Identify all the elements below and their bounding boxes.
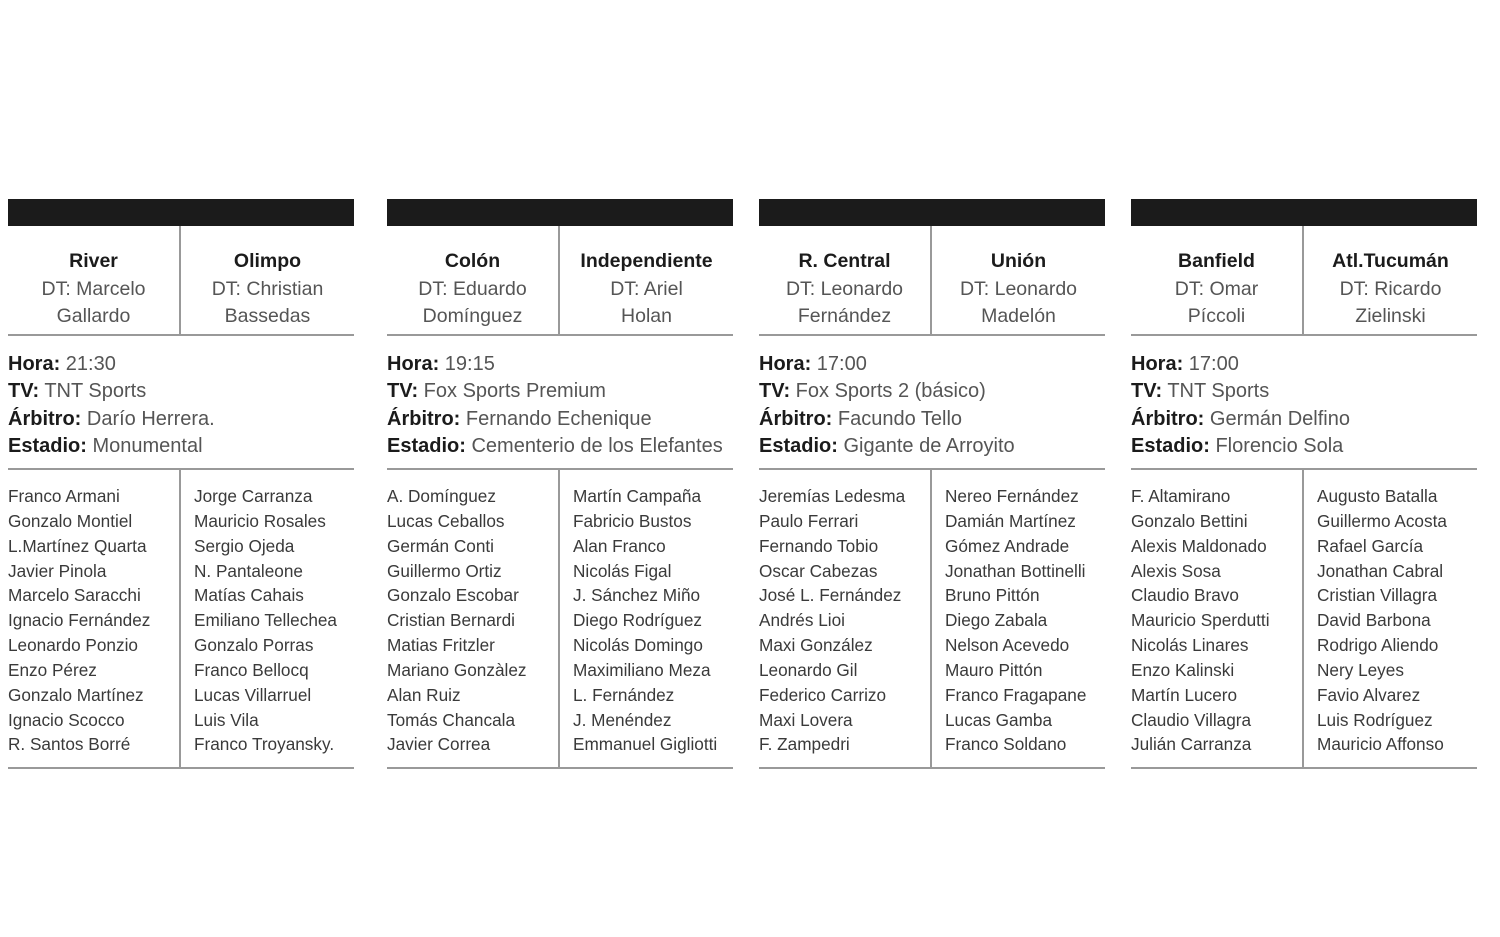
- team-name: Olimpo: [233, 250, 302, 272]
- player-name: Nicolás Linares: [1131, 635, 1249, 656]
- kickoff-time-value: 17:00: [811, 353, 867, 375]
- player-name: R. Santos Borré: [8, 734, 131, 755]
- player-name: N. Pantaleone: [194, 560, 303, 581]
- stadium-line: [387, 433, 733, 460]
- referee-value: Darío Herrera.: [81, 407, 215, 430]
- player-name: F. Altamirano: [1131, 486, 1231, 506]
- match-info: [759, 336, 1105, 470]
- referee-label: Árbitro:: [8, 407, 82, 430]
- player-name: Guillermo Ortiz: [387, 560, 502, 581]
- referee-line: [759, 406, 1105, 433]
- stadium-value: Florencio Sola: [1209, 435, 1344, 458]
- player-name: Oscar Cabezas: [759, 560, 878, 581]
- player-name: Maximiliano Meza: [573, 659, 711, 680]
- stadium-line: [8, 433, 354, 460]
- player-name: Federico Carrizo: [759, 684, 887, 705]
- stadium-line: [759, 433, 1105, 460]
- away-team: [560, 226, 733, 334]
- match-header-bar: [759, 199, 1105, 226]
- player-name: L. Fernández: [573, 684, 675, 705]
- match-card: [387, 199, 733, 769]
- player-name: J. Sánchez Miño: [573, 585, 701, 606]
- player-name: Martín Lucero: [1131, 684, 1238, 705]
- match-card: [759, 199, 1105, 769]
- player-name: Germán Conti: [387, 535, 494, 556]
- player-name: Mauro Pittón: [945, 659, 1043, 680]
- player-name: Nelson Acevedo: [945, 635, 1070, 656]
- stadium-label: Estadio:: [759, 435, 838, 458]
- player-name: Nery Leyes: [1317, 659, 1404, 680]
- match-info: [1131, 336, 1477, 470]
- player-name: J. Menéndez: [573, 709, 672, 730]
- team-name: Unión: [990, 250, 1047, 272]
- coach-name: DT: Leonardo Madelón: [959, 277, 1078, 327]
- referee-value: Fernando Echenique: [460, 407, 652, 430]
- player-name: Rodrigo Aliendo: [1317, 635, 1439, 656]
- referee-label: Árbitro:: [759, 407, 833, 430]
- match-header-bar: [387, 199, 733, 226]
- referee-line: [1131, 406, 1477, 433]
- player-name: Marcelo Saracchi: [8, 585, 141, 606]
- lineups: [1131, 470, 1477, 769]
- player-name: Mauricio Rosales: [194, 510, 326, 531]
- player-name: Lucas Gamba: [945, 709, 1053, 730]
- player-name: Nicolás Domingo: [573, 635, 703, 656]
- away-lineup: [181, 470, 354, 767]
- player-name: Claudio Villagra: [1131, 709, 1252, 730]
- stadium-value: Monumental: [86, 435, 203, 458]
- tv-channel-value: Fox Sports 2 (básico): [790, 380, 986, 403]
- player-name: Lucas Villarruel: [194, 684, 312, 705]
- player-name: Paulo Ferrari: [759, 510, 859, 531]
- kickoff-time-line: [1131, 351, 1477, 378]
- player-name: Andrés Lioi: [759, 610, 845, 631]
- player-name: Franco Bellocq: [194, 659, 309, 680]
- player-name: Mariano Gonzàlez: [387, 659, 527, 680]
- player-name: Tomás Chancala: [387, 709, 516, 730]
- away-team: [1304, 226, 1477, 334]
- referee-value: Germán Delfino: [1204, 407, 1350, 430]
- away-team: [181, 226, 354, 334]
- player-name: Sergio Ojeda: [194, 535, 295, 556]
- player-name: Augusto Batalla: [1317, 486, 1438, 506]
- referee-label: Árbitro:: [387, 407, 461, 430]
- player-name: Ignacio Fernández: [8, 610, 151, 631]
- lineups: [387, 470, 733, 769]
- home-lineup: [1131, 470, 1304, 767]
- home-team: [387, 226, 560, 334]
- player-name: Luis Rodríguez: [1317, 709, 1433, 730]
- player-name: Cristian Villagra: [1317, 585, 1438, 606]
- team-name: R. Central: [798, 250, 891, 272]
- player-name: Jorge Carranza: [194, 486, 313, 506]
- player-name: Diego Zabala: [945, 610, 1048, 631]
- player-name: Guillermo Acosta: [1317, 510, 1447, 531]
- player-name: Franco Soldano: [945, 734, 1067, 755]
- player-name: Gómez Andrade: [945, 535, 1070, 556]
- player-name: Enzo Pérez: [8, 659, 97, 680]
- player-name: Leonardo Ponzio: [8, 635, 138, 656]
- player-name: Mauricio Affonso: [1317, 734, 1444, 755]
- referee-value: Facundo Tello: [832, 407, 963, 430]
- player-name: Maxi Lovera: [759, 709, 853, 730]
- kickoff-time-value: 19:15: [439, 353, 495, 375]
- coach-name: DT: Ariel Holan: [610, 277, 683, 327]
- kickoff-time-line: [387, 351, 733, 378]
- lineups: [759, 470, 1105, 769]
- teams-row: [8, 226, 354, 336]
- player-name: Lucas Ceballos: [387, 510, 505, 531]
- lineups: [8, 470, 354, 769]
- player-name: Gonzalo Porras: [194, 635, 314, 656]
- player-name: Gonzalo Martínez: [8, 684, 144, 705]
- player-name: F. Zampedri: [759, 734, 850, 755]
- player-name: Franco Fragapane: [945, 684, 1087, 705]
- tv-channel-label: TV:: [8, 380, 40, 403]
- away-lineup: [560, 470, 733, 767]
- kickoff-time-value: 21:30: [60, 353, 116, 375]
- team-name: Colón: [444, 250, 501, 272]
- kickoff-time-line: [8, 351, 354, 378]
- player-name: Gonzalo Escobar: [387, 585, 519, 606]
- coach-name: DT: Ricardo Zielinski: [1339, 277, 1442, 327]
- player-name: Franco Troyansky.: [194, 734, 335, 755]
- player-name: David Barbona: [1317, 610, 1431, 631]
- player-name: Alexis Sosa: [1131, 560, 1221, 581]
- match-header-bar: [1131, 199, 1477, 226]
- player-name: Bruno Pittón: [945, 585, 1040, 606]
- match-info: [8, 336, 354, 470]
- match-card: [8, 199, 354, 769]
- player-name: Javier Correa: [387, 734, 491, 755]
- player-name: Emmanuel Gigliotti: [573, 734, 718, 755]
- player-name: Matías Cahais: [194, 585, 304, 606]
- home-team: [759, 226, 932, 334]
- player-name: Jonathan Bottinelli: [945, 560, 1086, 581]
- player-name: Ignacio Scocco: [8, 709, 125, 730]
- tv-channel-label: TV:: [1131, 380, 1163, 403]
- match-info: [387, 336, 733, 470]
- player-name: Alan Ruiz: [387, 684, 461, 705]
- stadium-value: Gigante de Arroyito: [837, 435, 1015, 458]
- player-name: A. Domínguez: [387, 486, 496, 506]
- kickoff-time-label: Hora:: [1131, 353, 1184, 375]
- tv-channel-value: TNT Sports: [1162, 380, 1270, 403]
- tv-channel-line: [387, 378, 733, 405]
- player-name: José L. Fernández: [759, 585, 902, 606]
- referee-label: Árbitro:: [1131, 407, 1205, 430]
- away-lineup: [932, 470, 1105, 767]
- stadium-line: [1131, 433, 1477, 460]
- home-team: [8, 226, 181, 334]
- player-name: Matias Fritzler: [387, 635, 495, 656]
- player-name: Enzo Kalinski: [1131, 659, 1235, 680]
- player-name: Franco Armani: [8, 486, 120, 506]
- team-name: Banfield: [1178, 250, 1255, 272]
- match-card: [1131, 199, 1477, 769]
- referee-line: [8, 406, 354, 433]
- coach-name: DT: Christian Bassedas: [211, 277, 324, 327]
- player-name: Emiliano Tellechea: [194, 610, 337, 631]
- coach-name: DT: Marcelo Gallardo: [41, 277, 146, 327]
- kickoff-time-line: [759, 351, 1105, 378]
- player-name: Nereo Fernández: [945, 486, 1079, 506]
- teams-row: [1131, 226, 1477, 336]
- coach-name: DT: Omar Píccoli: [1174, 277, 1259, 327]
- player-name: Cristian Bernardi: [387, 610, 515, 631]
- tv-channel-line: [8, 378, 354, 405]
- player-name: Maxi González: [759, 635, 873, 656]
- stadium-label: Estadio:: [8, 435, 87, 458]
- teams-row: [387, 226, 733, 336]
- player-name: Jeremías Ledesma: [759, 486, 906, 506]
- team-name: Independiente: [580, 250, 713, 272]
- away-team: [932, 226, 1105, 334]
- kickoff-time-label: Hora:: [8, 353, 61, 375]
- kickoff-time-value: 17:00: [1183, 353, 1239, 375]
- player-name: Favio Alvarez: [1317, 684, 1421, 705]
- player-name: Julián Carranza: [1131, 734, 1252, 755]
- player-name: Diego Rodríguez: [573, 610, 702, 631]
- player-name: Gonzalo Montiel: [8, 510, 133, 531]
- player-name: Martín Campaña: [573, 486, 702, 506]
- coach-name: DT: Eduardo Domínguez: [418, 277, 527, 327]
- team-name: River: [69, 250, 118, 272]
- player-name: Luis Vila: [194, 709, 259, 730]
- teams-row: [759, 226, 1105, 336]
- home-team: [1131, 226, 1304, 334]
- tv-channel-value: TNT Sports: [39, 380, 147, 403]
- tv-channel-line: [759, 378, 1105, 405]
- kickoff-time-label: Hora:: [387, 353, 440, 375]
- stadium-label: Estadio:: [387, 435, 466, 458]
- kickoff-time-label: Hora:: [759, 353, 812, 375]
- player-name: Fernando Tobio: [759, 535, 879, 556]
- match-header-bar: [8, 199, 354, 226]
- player-name: Claudio Bravo: [1131, 585, 1239, 606]
- away-lineup: [1304, 470, 1477, 767]
- player-name: Fabricio Bustos: [573, 510, 692, 531]
- player-name: Mauricio Sperdutti: [1131, 610, 1270, 631]
- team-name: Atl.Tucumán: [1332, 250, 1449, 272]
- coach-name: DT: Leonardo Fernández: [785, 277, 904, 327]
- player-name: Javier Pinola: [8, 560, 107, 581]
- player-name: L.Martínez Quarta: [8, 535, 147, 556]
- tv-channel-value: Fox Sports Premium: [418, 380, 606, 403]
- player-name: Rafael García: [1317, 535, 1424, 556]
- player-name: Damián Martínez: [945, 510, 1076, 531]
- tv-channel-line: [1131, 378, 1477, 405]
- player-name: Alexis Maldonado: [1131, 535, 1267, 556]
- referee-line: [387, 406, 733, 433]
- player-name: Gonzalo Bettini: [1131, 510, 1248, 531]
- home-lineup: [387, 470, 560, 767]
- stadium-value: Cementerio de los Elefantes: [465, 435, 723, 458]
- home-lineup: [759, 470, 932, 767]
- home-lineup: [8, 470, 181, 767]
- tv-channel-label: TV:: [387, 380, 419, 403]
- player-name: Nicolás Figal: [573, 560, 672, 581]
- player-name: Alan Franco: [573, 535, 666, 556]
- player-name: Jonathan Cabral: [1317, 560, 1444, 581]
- tv-channel-label: TV:: [759, 380, 791, 403]
- player-name: Leonardo Gil: [759, 659, 858, 680]
- stadium-label: Estadio:: [1131, 435, 1210, 458]
